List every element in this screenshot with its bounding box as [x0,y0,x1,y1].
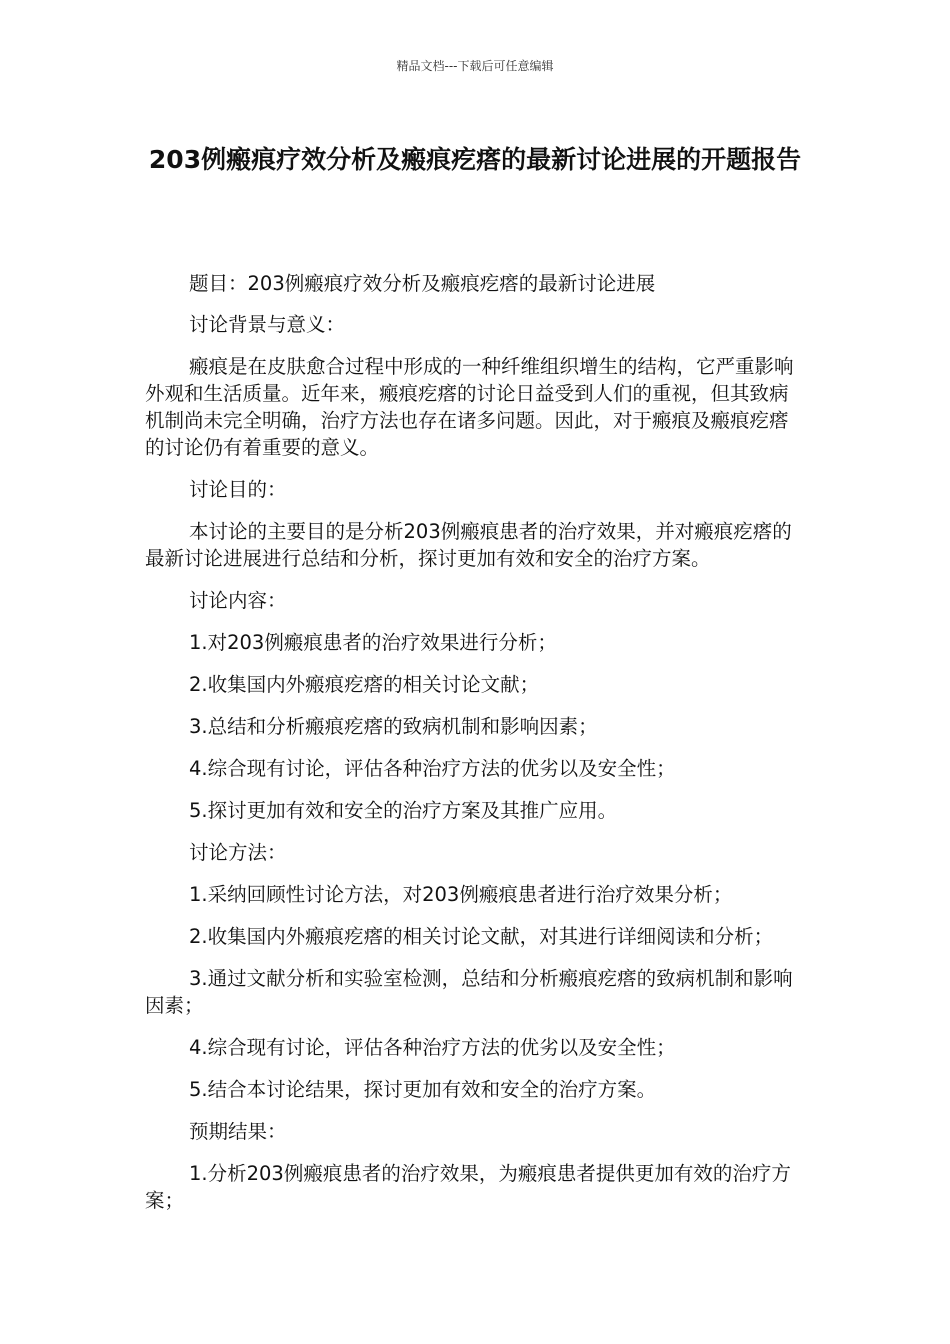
document-title: 203例瘢痕疗效分析及瘢痕疙瘩的最新讨论进展的开题报告 [148,145,802,174]
header-note: 精品文档---下载后可任意编辑 [396,59,554,73]
list-item: 1.采纳回顾性讨论方法，对203例瘢痕患者进行治疗效果分析； [189,883,733,906]
section-heading-purpose: 讨论目的： [189,478,287,501]
paragraph-purpose: 本讨论的主要目的是分析203例瘢痕患者的治疗效果，并对瘢痕疙瘩的最新讨论进展进行总结和分析，探讨更加有效和安全的治疗方案。 [145,520,792,570]
section-heading-expected: 预期结果： [189,1120,287,1143]
list-item: 1.对203例瘢痕患者的治疗效果进行分析； [189,631,557,654]
section-heading-content: 讨论内容： [189,589,287,612]
section-heading-method: 讨论方法： [189,841,287,864]
document-body [145,270,800,1229]
list-item: 5.探讨更加有效和安全的治疗方案及其推广应用。 [189,799,618,822]
list-item: 5.结合本讨论结果，探讨更加有效和安全的治疗方案。 [189,1078,657,1101]
list-item: 3.总结和分析瘢痕疙瘩的致病机制和影响因素； [189,715,598,738]
list-item: 2.收集国内外瘢痕疙瘩的相关讨论文献； [189,673,540,696]
paragraph-background: 瘢痕是在皮肤愈合过程中形成的一种纤维组织增生的结构，它严重影响外观和生活质量。近年来，瘢痕疙瘩的讨论日益受到人们的重视，但其致病机制尚未完全明确，治疗方法也存在诸多问题。因此，对于瘢痕及瘢痕疙瘩的讨论仍有着重要的意义。 [145,355,794,459]
list-item: 4.综合现有讨论，评估各种治疗方法的优劣以及安全性； [189,757,676,780]
list-item: 3.通过文献分析和实验室检测，总结和分析瘢痕疙瘩的致病机制和影响因素； [145,967,793,1017]
paragraph-topic: 题目：203例瘢痕疗效分析及瘢痕疙瘩的最新讨论进展 [189,272,656,295]
section-heading-background: 讨论背景与意义： [189,313,346,336]
list-item: 1.分析203例瘢痕患者的治疗效果，为瘢痕患者提供更加有效的治疗方案； [145,1162,791,1212]
list-item: 4.综合现有讨论，评估各种治疗方法的优劣以及安全性； [189,1036,676,1059]
list-item: 2.收集国内外瘢痕疙瘩的相关讨论文献，对其进行详细阅读和分析； [189,925,774,948]
